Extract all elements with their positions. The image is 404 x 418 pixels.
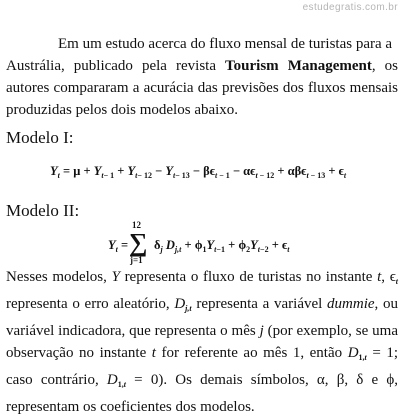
- model-2-formula: $Y_t$ = 12 ∑ j=1 $\delta_j$ $D_{j,t} + \phi_1Y_{t-1} + \phi_2Y_{t-2} + \epsilon_t$: [108, 220, 290, 265]
- intro-line-2: Austrália, publicado pela revista Tourism Management, os: [6, 58, 398, 74]
- intro-paragraph: [6, 33, 398, 121]
- model-2-heading: Modelo II:: [6, 201, 80, 220]
- explanation-line-5: caso contrário, $D_{1,t} = 0$). Os demais símbolos, α, β, δ e ϕ,: [6, 372, 399, 389]
- intro-line-1: Em um estudo acerca do fluxo mensal de turistas para a: [58, 36, 393, 52]
- sum-upper-limit: 12: [132, 220, 141, 230]
- explanation-paragraph: [6, 266, 398, 418]
- explanation-line-6: representam os coeficientes dos modelos.: [6, 399, 255, 415]
- journal-name: Tourism Management: [225, 58, 372, 74]
- model-1-heading: Modelo I:: [6, 128, 74, 147]
- intro-line-3: autores compararam a acurácia das previsões dos fluxos mensais: [6, 80, 398, 96]
- explanation-line-3: variável indicadora, que representa o mês j (por exemplo, se uma: [6, 323, 398, 339]
- summation-sign: ∑: [128, 228, 148, 257]
- sum-lower-limit: j=1: [130, 255, 143, 265]
- intro-line-4: produzidas pelos dois modelos abaixo.: [6, 102, 239, 118]
- explanation-line-1: Nesses modelos, Y representa o fluxo de turistas no instante t, $\epsilon_t$: [6, 269, 398, 286]
- model-1-formula: $Y_t = \mu + Y_{t- 1} + Y_{t- 12} - Y_{t- 13} - \beta\epsilon_{t - 1} - \alpha\epsilon_{t - 12} + \alpha\beta\epsilon_{t - 13} + \epsilon_t$: [50, 164, 347, 180]
- explanation-line-4: observação no instante t for referente ao mês 1, então $D_{1,t} = 1$;: [6, 345, 399, 362]
- explanation-line-2: representa o erro aleatório, $D_{j,t}$ representa a variável dummie, ou: [6, 296, 399, 313]
- watermark: estudegratis.com.br: [302, 2, 398, 13]
